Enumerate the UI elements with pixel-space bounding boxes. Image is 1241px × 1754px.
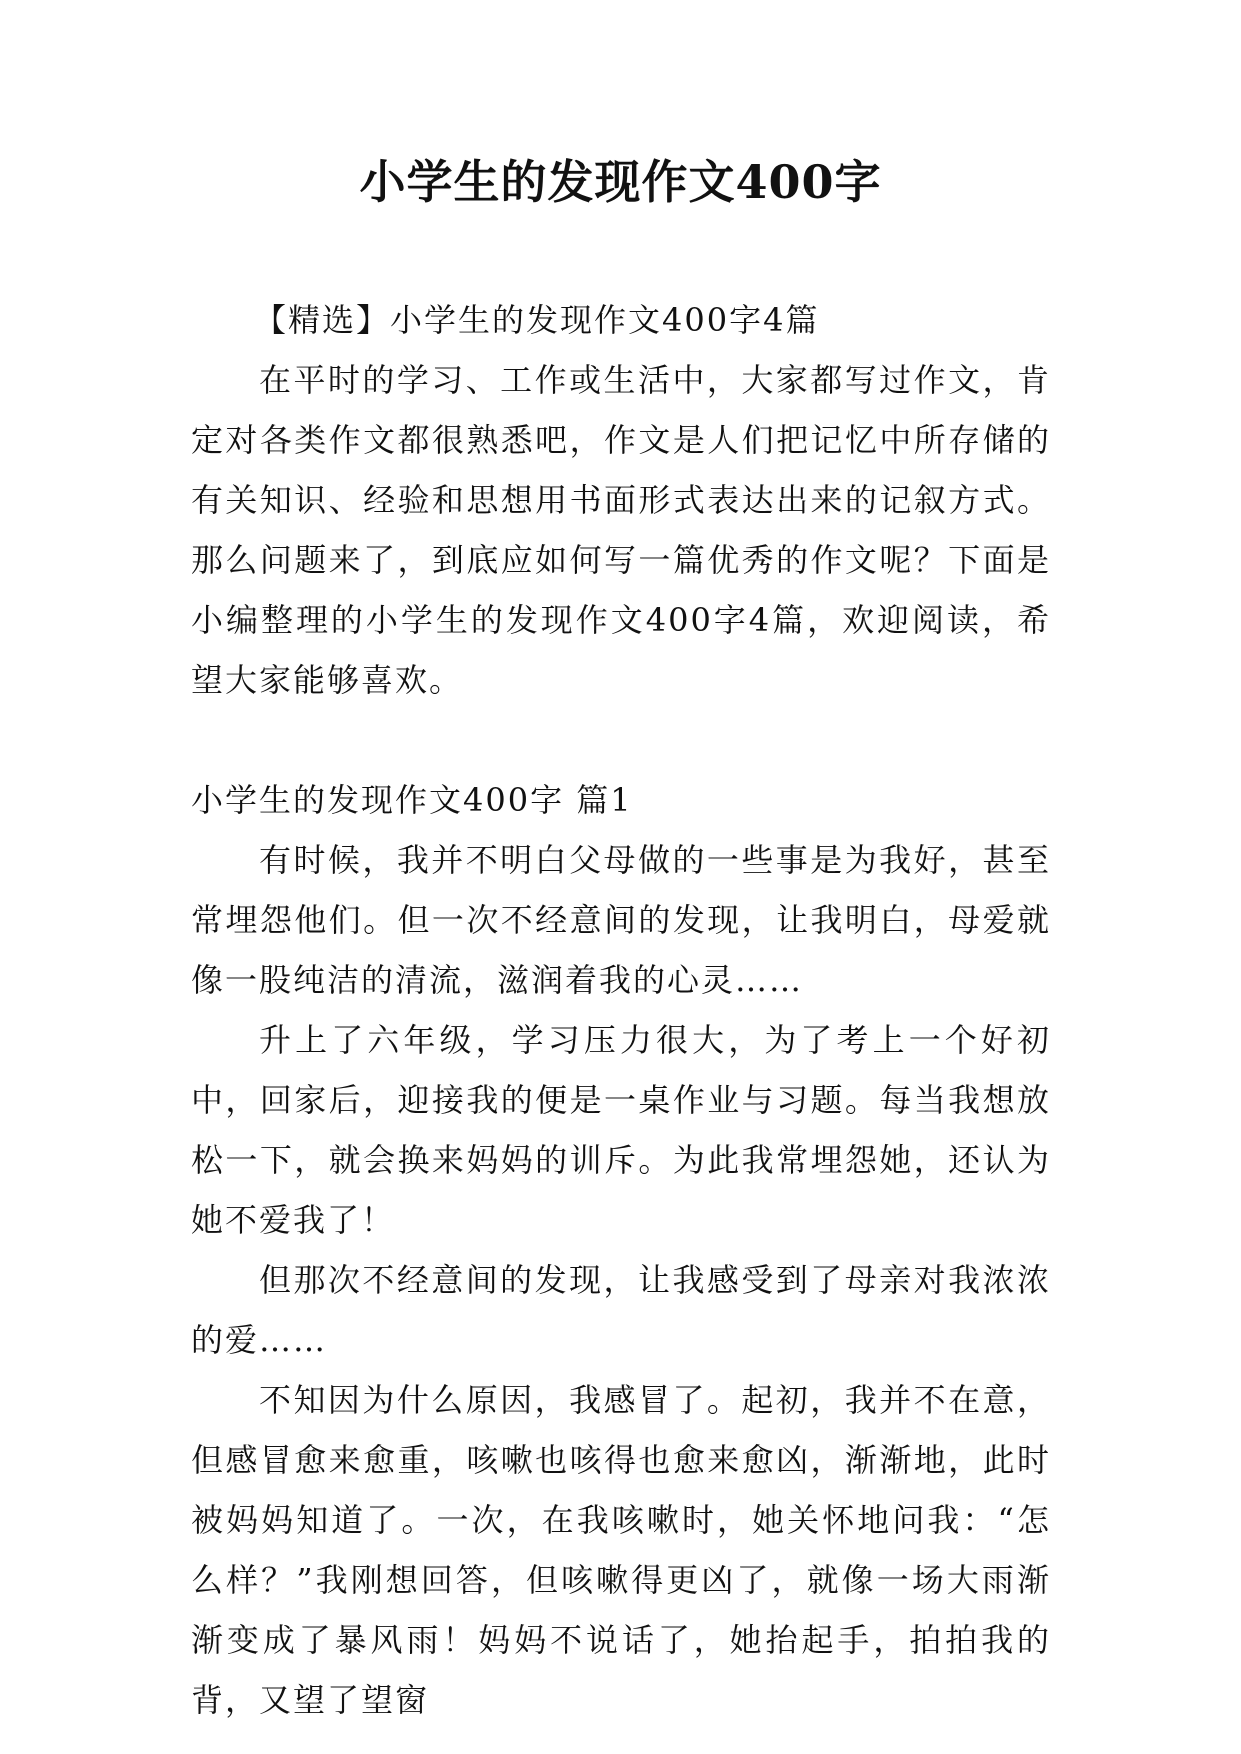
document-title: 小学生的发现作文400字 — [359, 155, 882, 209]
body-paragraph: 不知因为什么原因，我感冒了。起初，我并不在意，但感冒愈来愈重，咳嗽也咳得也愈来愈凶，渐渐地，此时被妈妈知道了。一次，在我咳嗽时，她关怀地问我：“怎么样？”我刚想回答，但咳嗽得更凶了，就像一场大雨渐渐变成了暴风雨！妈妈不说话了，她抬起手，拍拍我的背，又望了望窗 — [191, 1381, 1051, 1719]
body-paragraph: 但那次不经意间的发现，让我感受到了母亲对我浓浓的爱…… — [191, 1261, 1051, 1359]
section-spacer — [191, 710, 1051, 770]
document-subtitle: 【精选】小学生的发现作文400字4篇 — [254, 301, 820, 339]
body-paragraph: 升上了六年级，学习压力很大，为了考上一个好初中，回家后，迎接我的便是一桌作业与习题。每当我想放松一下，就会换来妈妈的训斥。为此我常埋怨她，还认为她不爱我了！ — [191, 1021, 1051, 1239]
section-heading: 小学生的发现作文400字 篇1 — [191, 781, 633, 819]
intro-paragraph: 在平时的学习、工作或生活中，大家都写过作文，肯定对各类作文都很熟悉吧，作文是人们把记忆中所存储的有关知识、经验和思想用书面形式表达出来的记叙方式。那么问题来了，到底应如何写一篇优秀的作文呢？下面是小编整理的小学生的发现作文400字4篇，欢迎阅读，希望大家能够喜欢。 — [191, 361, 1051, 699]
body-paragraph: 有时候，我并不明白父母做的一些事是为我好，甚至常埋怨他们。但一次不经意间的发现，让我明白，母爱就像一股纯洁的清流，滋润着我的心灵…… — [191, 841, 1051, 999]
document-body — [191, 290, 1051, 1730]
